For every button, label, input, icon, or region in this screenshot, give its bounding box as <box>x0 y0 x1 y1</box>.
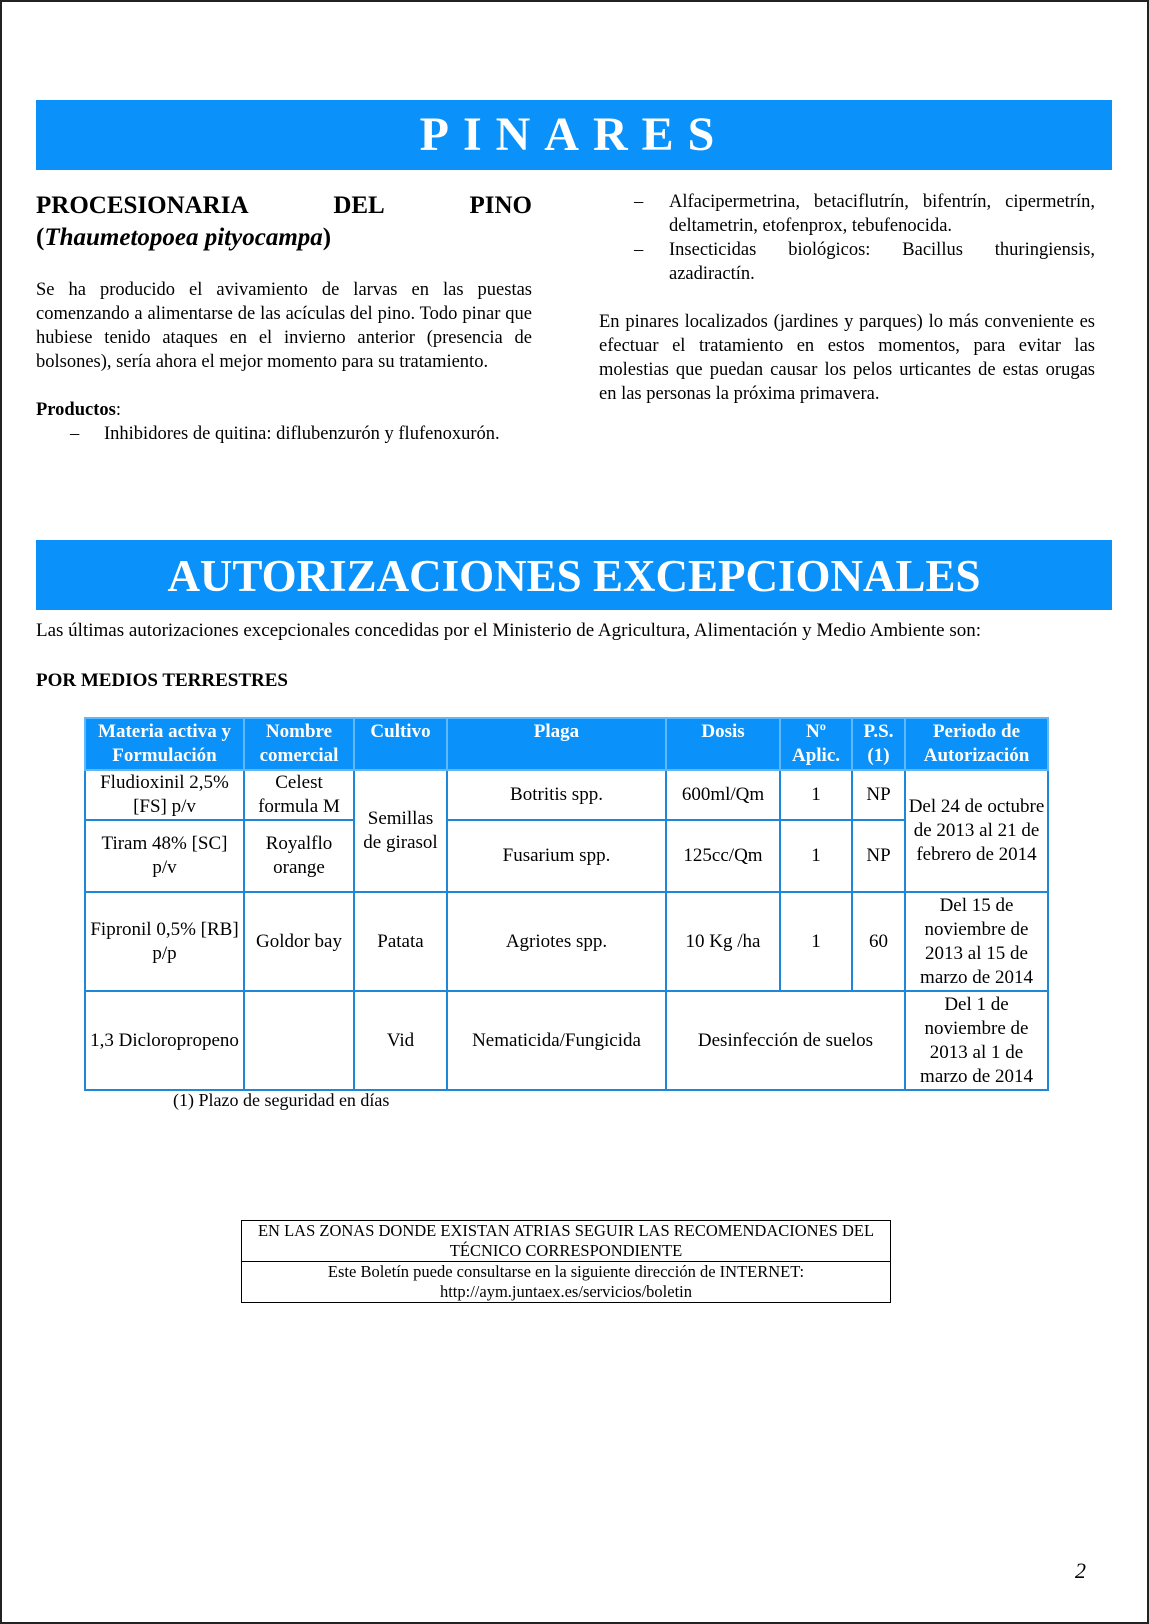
cell-materia: Fludioxinil 2,5%[FS] p/v <box>85 770 244 820</box>
cell-cultivo: Vid <box>354 991 447 1090</box>
heading-paren-close: ) <box>322 224 332 251</box>
header-cultivo: Cultivo <box>354 718 447 770</box>
cell-ps: NP <box>852 770 905 820</box>
pinares-title: PINARES <box>419 108 729 161</box>
autorizaciones-table <box>84 717 1049 1091</box>
cell-periodo: Del 24 de octubre de 2013 al 21 de febrero de 2014 <box>905 770 1048 892</box>
cell-dosis: 125cc/Qm <box>666 820 780 892</box>
pinares-paragraph: Se ha producido el avivamiento de larvas en las puestas comenzando a alimentarse de las acículas del pino. Todo pinar que hubiese tenido ataques en el invierno anterior (presencia de bolsones), sería ahora el mejor momento para su tratamiento. <box>36 280 532 372</box>
species-name: Thaumetopoea pityocampa <box>44 224 323 251</box>
autorizaciones-title: AUTORIZACIONES EXCEPCIONALES <box>167 551 981 601</box>
products-line <box>36 398 532 422</box>
heading-word-1: PROCESIONARIA <box>36 192 249 219</box>
heading-word-3: PINO <box>469 192 532 219</box>
autorizaciones-intro: Las últimas autorizaciones excepcionales concedidas por el Ministerio de Agricultura, Alimentación y Medio Ambiente son: <box>36 620 981 641</box>
cell-dosis: 600ml/Qm <box>666 770 780 820</box>
header-plaga: Plaga <box>447 718 666 770</box>
bulletin-url: http://aym.juntaex.es/servicios/boletin <box>439 1282 693 1301</box>
table-row <box>85 991 1048 1090</box>
cell-materia: Fipronil 0,5% [RB] p/p <box>85 892 244 991</box>
header-periodo: Periodo de Autorización <box>905 718 1048 770</box>
cell-periodo: Del 15 de noviembre de 2013 al 15 de marzo de 2014 <box>905 892 1048 991</box>
cell-aplic: 1 <box>780 892 852 991</box>
cell-plaga: Nematicida/Fungicida <box>447 991 666 1090</box>
products-colon: : <box>115 400 121 420</box>
header-ps: P.S. (1) <box>852 718 905 770</box>
autorizaciones-banner <box>36 540 1112 610</box>
heading-paren-open: ( <box>36 224 45 251</box>
cell-plaga: Botritis spp. <box>447 770 666 820</box>
cell-dosis: 10 Kg /ha <box>666 892 780 991</box>
cell-plaga: Agriotes spp. <box>447 892 666 991</box>
cell-aplic: 1 <box>780 770 852 820</box>
pinares-banner <box>36 100 1112 170</box>
cell-materia: Tiram 48% [SC] p/v <box>85 820 244 892</box>
dash-bullet: – <box>634 240 644 260</box>
cell-nombre: Royalflo orange <box>244 820 354 892</box>
page-number: 2 <box>1075 1558 1086 1583</box>
product-item-text: Insecticidas biológicos: Bacillus thuringiensis, azadiractín. <box>669 240 1095 284</box>
header-materia: Materia activa y Formulación <box>85 718 244 770</box>
cell-cultivo: Patata <box>354 892 447 991</box>
notice-box <box>241 1220 891 1303</box>
dash-bullet: – <box>70 424 80 444</box>
heading-word-2: DEL <box>333 192 385 219</box>
table-footnote: (1) Plazo de seguridad en días <box>173 1090 390 1110</box>
spacer <box>36 374 532 398</box>
heading-line1 <box>36 190 532 222</box>
right-column <box>599 190 1095 406</box>
header-aplic: Nº Aplic. <box>780 718 852 770</box>
product-item <box>36 422 532 446</box>
table-row <box>85 820 1048 892</box>
spacer <box>36 254 532 278</box>
cell-ps: NP <box>852 820 905 892</box>
left-column <box>36 190 532 446</box>
product-item-text: Inhibidores de quitina: diflubenzurón y flufenoxurón. <box>104 424 500 444</box>
products-label: Productos <box>36 400 116 420</box>
cell-ps: 60 <box>852 892 905 991</box>
cell-plaga: Fusarium spp. <box>447 820 666 892</box>
dash-bullet: – <box>634 192 644 212</box>
cell-cultivo: Semillas de girasol <box>354 770 447 892</box>
notice-recommendation: EN LAS ZONAS DONDE EXISTAN ATRIAS SEGUIR LAS RECOMENDACIONES DEL TÉCNICO CORRESPONDIENTE <box>257 1221 875 1260</box>
product-item <box>599 238 1095 286</box>
table-row <box>85 892 1048 991</box>
table-header-row <box>85 718 1048 770</box>
cell-nombre <box>244 991 354 1090</box>
cell-materia: 1,3 Dicloropropeno <box>85 991 244 1090</box>
header-dosis: Dosis <box>666 718 780 770</box>
cell-periodo: Del 1 de noviembre de 2013 al 1 de marzo de 2014 <box>905 991 1048 1090</box>
product-item <box>599 190 1095 238</box>
table-row <box>85 770 1048 820</box>
notice-internet-text: Este Boletín puede consultarse en la siguiente dirección de INTERNET: <box>327 1262 805 1281</box>
header-nombre: Nombre comercial <box>244 718 354 770</box>
pinares-closing-paragraph: En pinares localizados (jardines y parques) lo más conveniente es efectuar el tratamiento en estos momentos, para evitar las molestias que puedan causar los pelos urticantes de estas orugas en las personas la próxima primavera. <box>599 312 1095 404</box>
procesionaria-heading <box>36 190 532 254</box>
notice-internet <box>242 1261 890 1302</box>
cell-nombre: Celest formula M <box>244 770 354 820</box>
cell-dosis: Desinfección de suelos <box>666 991 905 1090</box>
product-item-text: Alfacipermetrina, betaciflutrín, bifentrín, cipermetrín, deltametrin, etofenprox, tebufenocida. <box>669 192 1095 236</box>
medios-terrestres-heading: POR MEDIOS TERRESTRES <box>36 670 288 691</box>
cell-aplic: 1 <box>780 820 852 892</box>
spacer <box>599 286 1095 310</box>
cell-nombre: Goldor bay <box>244 892 354 991</box>
